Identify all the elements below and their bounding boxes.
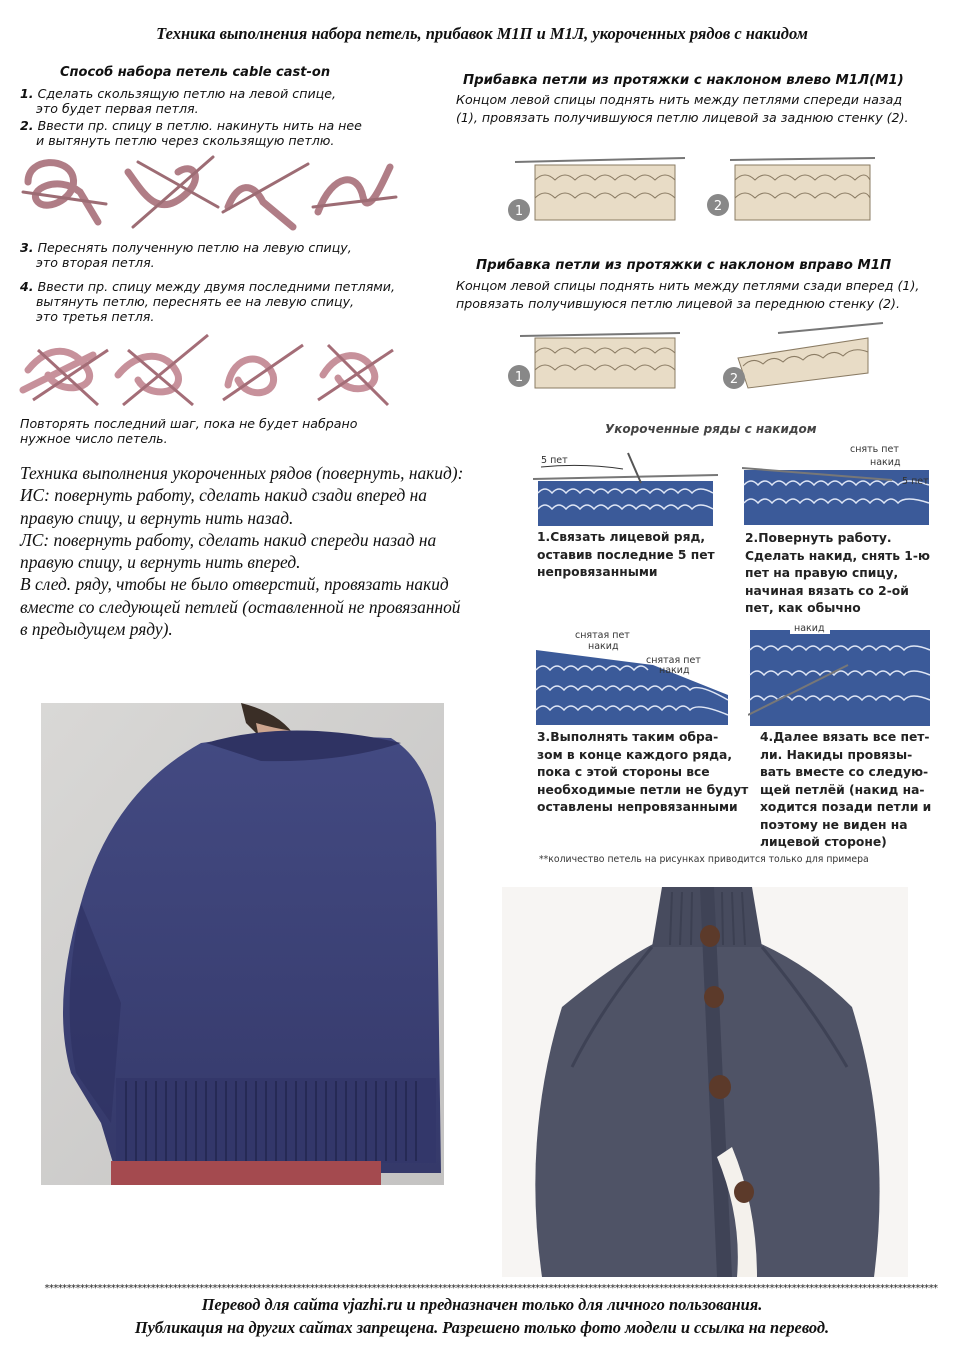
m1r-heading: Прибавка петли из протяжки с наклоном вправо М1П — [476, 258, 892, 273]
cast-on-step4: 4. Ввести пр. спицу между двумя последними петлями, вытянуть петлю, переснять ее на левую спицу, это третья петля. — [20, 279, 395, 324]
short-rows-note: **количество петель на рисунках приводится только для примера — [539, 854, 869, 865]
label-5pet-a: 5 пет — [541, 455, 568, 466]
m1l-figure-1 — [505, 140, 685, 225]
cast-on-step2: 2. Ввести пр. спицу в петлю. накинуть нить на нее и вытянуть петлю через скользящую петлю. — [20, 118, 362, 148]
short-rows-panel-2 — [742, 440, 937, 528]
m1l-fig2-number: 2 — [713, 199, 723, 214]
short-rows-panel-1 — [533, 443, 718, 528]
m1l-fig1-number: 1 — [514, 204, 524, 219]
cast-on-heading: Способ набора петель cable cast-on — [60, 65, 331, 80]
sweater-back-photo — [41, 703, 444, 1185]
footer-line-2: Публикация на других сайтах запрещена. Разрешено только фото модели и ссылка на перевод. — [134, 1318, 830, 1337]
m1r-text: Концом левой спицы поднять нить между петлями сзади вперед (1), провязать получившуюся петлю лицевой за переднюю стенку (2). — [456, 278, 920, 311]
short-rows-heading: Укороченные ряды с накидом — [605, 422, 817, 436]
short-rows-panel-4 — [748, 620, 933, 728]
label-snyat-pet: снять пет — [850, 444, 899, 455]
m1r-figure-2 — [718, 318, 888, 393]
m1r-fig1-number: 1 — [514, 370, 524, 385]
label-5pet-b: 5 пет — [902, 476, 929, 487]
cardigan-front-photo — [502, 887, 908, 1277]
label-nakid-d: накид — [794, 623, 825, 634]
m1l-heading: Прибавка петли из протяжки с наклоном влево М1Л(М1) — [463, 73, 904, 88]
short-rows-caption-1: 1.Связать лицевой ряд, оставив последние 5 пет непровязанными — [537, 530, 715, 579]
label-snyataya-2: снятая пет — [646, 655, 701, 666]
label-nakid-c: накид — [659, 665, 690, 676]
m1l-figure-2 — [700, 140, 880, 225]
short-rows-caption-4: 4.Далее вязать все пет- ли. Накиды провязы- вать вместе со следую- щей петлёй (накид на- ходится позади петли и поэтому не виден на лицевой стороне) — [760, 730, 932, 849]
page-title: Техника выполнения набора петель, прибавок М1П и М1Л, укороченных рядов с накидом — [156, 24, 808, 43]
m1r-fig2-number: 2 — [729, 372, 739, 387]
cast-on-illustrations-2 — [18, 330, 398, 410]
cast-on-step1: 1. Сделать скользящую петлю на левой спице, это будет первая петля. — [20, 86, 336, 116]
short-rows-caption-3: 3.Выполнять таким обра- зом в конце каждого ряда, пока с этой стороны все необходимые петли не будут оставлены непровязанными — [537, 730, 749, 814]
label-nakid-b: накид — [588, 641, 619, 652]
footer-line-1: Перевод для сайта vjazhi.ru и предназначен только для личного пользования. — [201, 1295, 763, 1314]
footer-divider: ********************************************************************************************************************************************************************************************************** — [44, 1283, 937, 1294]
short-rows-panel-3 — [533, 625, 733, 727]
label-snyataya-1: снятая пет — [575, 630, 630, 641]
label-nakid-a: накид — [870, 457, 901, 468]
cast-on-illustrations-1 — [18, 152, 398, 234]
m1r-figure-1 — [505, 318, 685, 393]
cast-on-step3: 3. Переснять полученную петлю на левую спицу, это вторая петля. — [20, 240, 352, 270]
cast-on-repeat: Повторять последний шаг, пока не будет набрано нужное число петель. — [20, 416, 358, 446]
short-rows-caption-2: 2.Повернуть работу. Сделать накид, снять 1-ю пет на правую спицу, начиная вязать со 2-ой пет, как обычно — [745, 531, 930, 615]
m1l-text: Концом левой спицы поднять нить между петлями спереди назад (1), провязать получившуюся петлю лицевой за заднюю стенку (2). — [456, 92, 909, 125]
short-rows-text: Техника выполнения укороченных рядов (повернуть, накид): ИС: повернуть работу, сделать накид сзади вперед на правую спицу, и вернуть нить назад. ЛС: повернуть работу, сделать накид спереди назад на правую спицу, и вернуть нить вперед. В след. ряду, чтобы не было отверстий, провязать накид вместе со следующей петлей (оставленной не провязанной в предыдущем ряду). — [20, 463, 464, 640]
